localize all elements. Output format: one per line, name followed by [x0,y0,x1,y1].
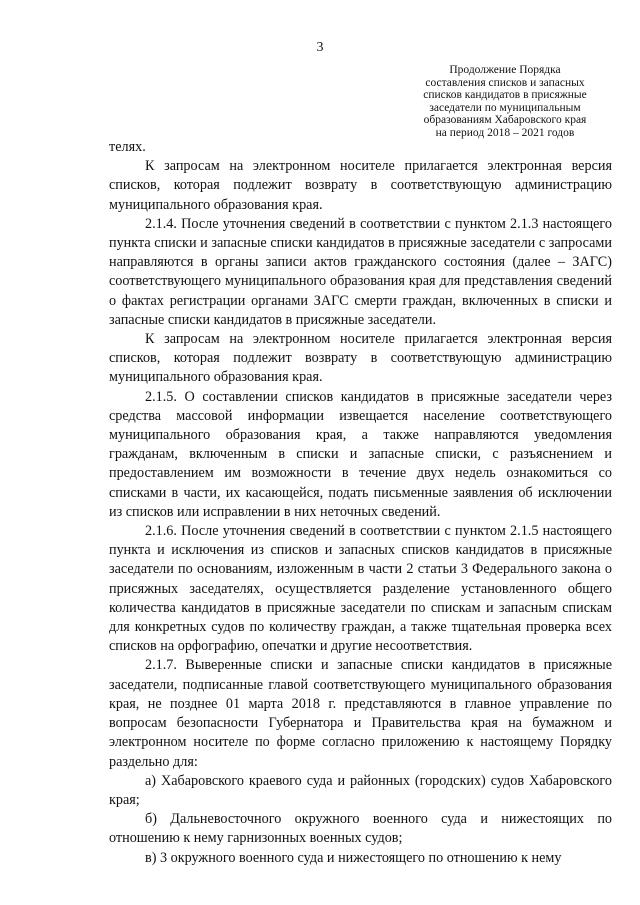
list-item-v: в) 3 окружного военного суда и нижестоящего по отношению к нему [145,849,562,866]
paragraph-continuation: телях. [109,139,146,155]
header-line: на период 2018 – 2021 годов [435,126,575,139]
paragraph-2-1-5: 2.1.5. О составлении списков кандидатов в присяжные заседатели через средства массовой информации извещается население соответствующего муниципального образования края, а также направляются уведомления гражданам, включенным в списки и запасные списки, с разъяснением и предоставлением им возможности в течение двух недель ознакомиться со списками в части, их касающейся, подать письменные заявления об исключении из списков или исправлении в них неточных сведений. [109,388,612,520]
paragraph: К запросам на электронном носителе прилагается электронная версия списков, которая подлежит возврату в соответствующую администрацию муниципального образования края. [109,331,612,386]
header-line: Продолжение Порядка [449,64,561,76]
header-line: списков кандидатов в присяжные [423,89,587,102]
paragraph-2-1-7: 2.1.7. Выверенные списки и запасные списки кандидатов в присяжные заседатели, подписанные главой соответствующего муниципального образования края, не позднее 01 марта 2018 г. представляются в главное управление по вопросам безопасности Губернатора и Правительства края на бумажном и электронном носителе по форме согласно приложению к настоящему Порядку раздельно для: [109,657,612,770]
paragraph-2-1-4: 2.1.4. После уточнения сведений в соответствии с пунктом 2.1.3 настоящего пункта списки и запасные списки кандидатов в присяжные заседатели с запросами направляются в органы записи актов гражданского состояния (далее – ЗАГС) соответствующего муниципального образования края для представления сведений о фактах регистрации органами ЗАГС смерти граждан, включенных в списки и запасные списки кандидатов в присяжные заседатели. [109,215,612,328]
list-item-a: а) Хабаровского краевого суда и районных (городских) судов Хабаровского края; [109,772,612,808]
paragraph: К запросам на электронном носителе прилагается электронная версия списков, которая подлежит возврату в соответствующую администрацию муниципального образования края. [109,158,612,213]
header-line: образованиям Хабаровского края [423,114,587,127]
header-line: заседатели по муниципальным [429,101,581,114]
page-number: 3 [316,40,324,55]
document-body [109,138,612,868]
paragraph-2-1-6: 2.1.6. После уточнения сведений в соответствии с пунктом 2.1.5 настоящего пункта и исключения из списков и запасных списков кандидатов в присяжные заседатели по основаниям, изложенным в части 2 статьи 3 Федерального закона о присяжных заседателях, осуществляется разделение установленного общего количества кандидатов в присяжные заседатели по спискам и запасным спискам для конкретных судов по количеству граждан, а также тщательная проверка всех списков на орфографию, опечатки и другие несоответствия. [109,523,612,655]
continuation-header [400,64,610,140]
list-item-b: б) Дальневосточного окружного военного суда и нижестоящих по отношению к нему гарнизонных военных судов; [109,811,612,847]
header-line: составления списков и запасных [425,76,585,89]
